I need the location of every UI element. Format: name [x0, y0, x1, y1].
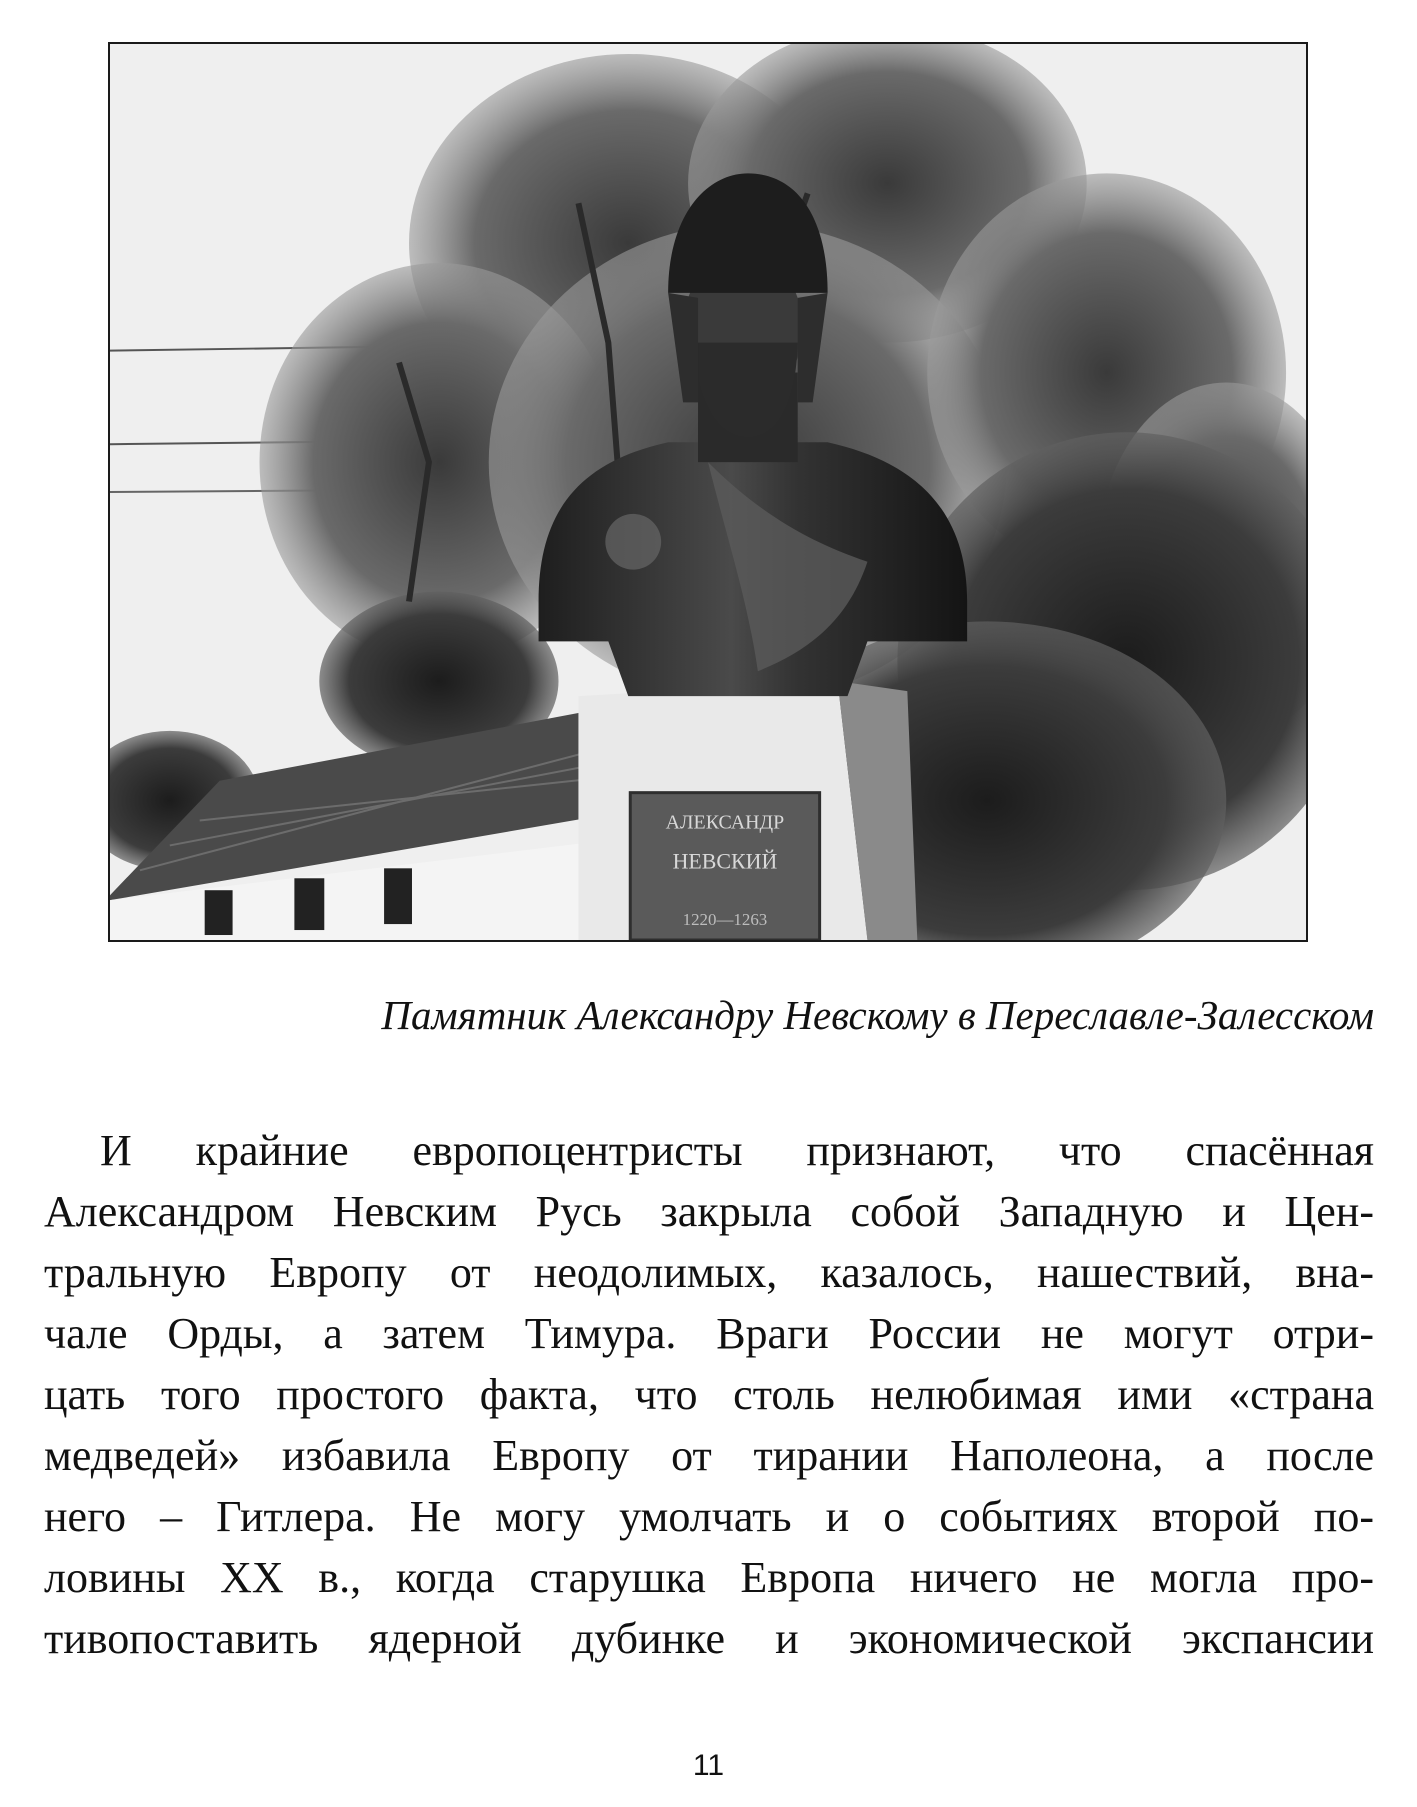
paragraph-line: И крайние европоцентристы признают, что спасённая	[100, 1126, 1374, 1175]
paragraph-line: медведей» избавила Европу от тирании Наполеона, а после	[44, 1431, 1374, 1480]
paragraph-line: него – Гитлера. Не могу умолчать и о событиях второй по-	[44, 1492, 1374, 1541]
paragraph-line: цать того простого факта, что столь нелюбимая ими «страна	[44, 1370, 1374, 1419]
paragraph-line: чале Орды, а затем Тимура. Враги России не могут отри-	[44, 1309, 1374, 1358]
paragraph-line: ловины XX в., когда старушка Европа ничего не могла про-	[44, 1553, 1374, 1602]
page-number: 11	[692, 1749, 725, 1782]
paragraph-line: тральную Европу от неодолимых, казалось, нашествий, вна-	[44, 1248, 1374, 1297]
paragraph-line: Александром Невским Русь закрыла собой Западную и Цен-	[44, 1187, 1374, 1236]
monument-photo	[108, 42, 1308, 942]
figure-caption: Памятник Александру Невскому в Переславле-Залесском	[381, 992, 1374, 1038]
paragraph-line: тивопоставить ядерной дубинке и экономической экспансии	[44, 1614, 1374, 1663]
plaque-line-3: 1220—1263	[682, 910, 768, 930]
monument-illustration	[110, 44, 1306, 940]
body-paragraph	[44, 1120, 1374, 1669]
plaque-line-2: НЕВСКИЙ	[672, 848, 778, 874]
plaque-line-1: АЛЕКСАНДР	[665, 811, 785, 834]
